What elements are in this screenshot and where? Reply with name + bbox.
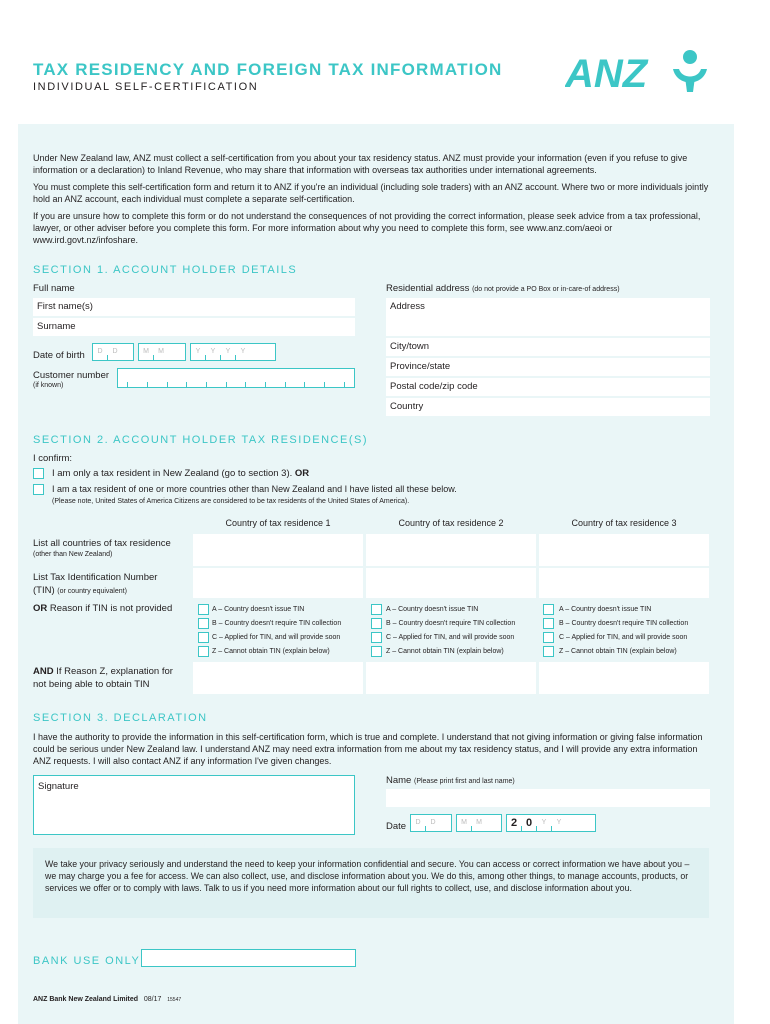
- intro-paragraph-3: If you are unsure how to complete this form or do not understand the consequences of not providing the correct information, please seek advice from a tax professional, lawyer, or other adviser before you complete this form. For more information about why you need to complete this form, see www.anz.com/aeoi or www.ird.govt.nz/infoshare.: [33, 211, 701, 245]
- reason-z-checkbox-2[interactable]: [371, 646, 382, 657]
- reason-a-checkbox-2[interactable]: [371, 604, 382, 615]
- residential-address-label: [386, 283, 620, 294]
- dob-digit: M: [143, 348, 149, 355]
- province-field[interactable]: [386, 358, 710, 376]
- name-field[interactable]: [386, 789, 710, 807]
- nz-only-checkbox[interactable]: [33, 468, 44, 479]
- explain-and: AND: [33, 666, 54, 677]
- date-digit: 2: [510, 817, 518, 829]
- tin-label: (TIN): [33, 585, 55, 596]
- country-1-field[interactable]: [193, 534, 363, 566]
- customer-number-label: Customer number: [33, 370, 110, 381]
- name-label: Name: [386, 775, 412, 786]
- bank-use-field[interactable]: [141, 949, 356, 967]
- first-name-label: First name(s): [37, 301, 93, 312]
- dob-digit: Y: [240, 348, 246, 355]
- col-head-2: Country of tax residence 2: [398, 518, 504, 528]
- full-name-label: Full name: [33, 283, 75, 294]
- reason-b-label-2: B – Country doesn't require TIN collection: [386, 620, 516, 627]
- date-label: Date: [386, 821, 407, 832]
- reason-z-label-1: Z – Cannot obtain TIN (explain below): [212, 648, 330, 655]
- nz-only-text: I am only a tax resident in New Zealand (go to section 3).: [52, 468, 293, 479]
- bank-use-label: BANK USE ONLY: [33, 955, 141, 967]
- city-label: City/town: [390, 341, 430, 352]
- postal-field[interactable]: [386, 378, 710, 396]
- reason-z-label-2: Z – Cannot obtain TIN (explain below): [386, 648, 504, 655]
- surname-label: Surname: [37, 321, 76, 332]
- footer-company: ANZ Bank New Zealand Limited: [33, 996, 139, 1003]
- dob-digit: Y: [210, 348, 216, 355]
- date-digit: M: [476, 819, 482, 826]
- explain-3-field[interactable]: [539, 662, 709, 694]
- reason-c-checkbox-2[interactable]: [371, 632, 382, 643]
- countries-row-note: (other than New Zealand): [33, 551, 113, 558]
- nz-only-label: [52, 468, 309, 479]
- privacy-notice: We take your privacy seriously and understand the need to keep your information confidential and secure. You can access or correct information we have about you – we may charge you a fee for access. We can also collect, use, and disclose information about you. We do this, among other things, to manage accounts, products, or services we offer or to comply with laws. Talk to us if you need more information about our full rights to collect, use, and disclose information about you.: [33, 848, 709, 918]
- reason-a-checkbox-3[interactable]: [543, 604, 554, 615]
- reason-z-label-3: Z – Cannot obtain TIN (explain below): [559, 648, 677, 655]
- residential-label: Residential address: [386, 283, 470, 294]
- form-subtitle: INDIVIDUAL SELF-CERTIFICATION: [33, 81, 259, 93]
- reason-c-checkbox-1[interactable]: [198, 632, 209, 643]
- section-1-heading: SECTION 1. ACCOUNT HOLDER DETAILS: [33, 264, 298, 276]
- country-label: Country: [390, 401, 424, 412]
- surname-field[interactable]: [33, 318, 355, 336]
- reason-c-label-3: C – Applied for TIN, and will provide soon: [559, 634, 688, 641]
- country-field[interactable]: [386, 398, 710, 416]
- reason-z-checkbox-3[interactable]: [543, 646, 554, 657]
- other-residency-label: I am a tax resident of one or more countries other than New Zealand and I have listed all these below.: [52, 484, 457, 494]
- reason-row-label: [33, 603, 172, 614]
- explain-1-field[interactable]: [193, 662, 363, 694]
- anz-logo-text: ANZ: [565, 52, 648, 96]
- dob-label: Date of birth: [33, 350, 85, 361]
- country-2-field[interactable]: [366, 534, 536, 566]
- city-field[interactable]: [386, 338, 710, 356]
- date-digit: D: [430, 819, 436, 826]
- date-digit: Y: [541, 819, 547, 826]
- dob-year-box[interactable]: [190, 343, 276, 361]
- date-digit: Y: [556, 819, 562, 826]
- residential-note: (do not provide a PO Box or in-care-of address): [472, 286, 620, 293]
- dob-digit: Y: [225, 348, 231, 355]
- reason-b-checkbox-3[interactable]: [543, 618, 554, 629]
- us-citizen-note: (Please note, United States of America Citizens are considered to be tax residents of the United States of America).: [52, 498, 410, 505]
- reason-b-label-1: B – Country doesn't require TIN collection: [212, 620, 342, 627]
- intro-paragraph-2: You must complete this self-certification form and return it to ANZ if you're an individual (including sole traders) with an ANZ account. Where two or more individuals jointly hold an ANZ account, each individual must complete a separate self-certification.: [33, 182, 709, 204]
- col-head-1: Country of tax residence 1: [225, 518, 331, 528]
- date-digit: M: [461, 819, 467, 826]
- anz-people-icon: [673, 50, 707, 92]
- explain-row-label-2: not being able to obtain TIN: [33, 679, 150, 690]
- tin-3-field[interactable]: [539, 568, 709, 598]
- reason-text: Reason if TIN is not provided: [49, 603, 173, 614]
- explain-text: If Reason Z, explanation for: [56, 666, 173, 677]
- first-name-field[interactable]: [33, 298, 355, 316]
- date-digit: D: [415, 819, 421, 826]
- reason-c-checkbox-3[interactable]: [543, 632, 554, 643]
- explain-row-label: [33, 666, 173, 677]
- confirm-label: I confirm:: [33, 453, 73, 464]
- footer-code: 15547: [167, 997, 182, 1003]
- dob-digit: D: [112, 348, 118, 355]
- date-year-box[interactable]: [506, 814, 596, 832]
- form-title: TAX RESIDENCY AND FOREIGN TAX INFORMATION: [33, 60, 503, 79]
- reason-z-checkbox-1[interactable]: [198, 646, 209, 657]
- reason-or: OR: [33, 603, 48, 614]
- tin-row-label-2: [33, 585, 127, 596]
- reason-a-label-1: A – Country doesn't issue TIN: [212, 606, 305, 613]
- col-head-3: Country of tax residence 3: [571, 518, 677, 528]
- date-day-box[interactable]: [410, 814, 452, 832]
- postal-label: Postal code/zip code: [390, 381, 478, 392]
- tin-2-field[interactable]: [366, 568, 536, 598]
- if-known-note: (if known): [33, 382, 64, 389]
- or-label: OR: [294, 468, 310, 479]
- customer-number-box[interactable]: [117, 368, 355, 388]
- tin-1-field[interactable]: [193, 568, 363, 598]
- country-3-field[interactable]: [539, 534, 709, 566]
- reason-b-checkbox-1[interactable]: [198, 618, 209, 629]
- footer: [33, 996, 181, 1003]
- reason-a-label-2: A – Country doesn't issue TIN: [386, 606, 479, 613]
- dob-digit: Y: [195, 348, 201, 355]
- address-label: Address: [390, 301, 425, 312]
- province-label: Province/state: [390, 361, 451, 372]
- tin-row-label: List Tax Identification Number: [33, 572, 158, 583]
- dob-day-box[interactable]: [92, 343, 134, 361]
- date-digit: 0: [525, 817, 533, 829]
- name-label-group: [386, 775, 515, 786]
- dob-digit: D: [97, 348, 103, 355]
- reason-a-checkbox-1[interactable]: [198, 604, 209, 615]
- dob-digit: M: [158, 348, 164, 355]
- anz-logo: [565, 47, 713, 97]
- intro-paragraph-1: Under New Zealand law, ANZ must collect a self-certification from you about your tax residency status. ANZ must provide your information (even if you refuse to give information or a declaration) to Inland Revenue, who may share that information with overseas tax authorities under international agreements.: [33, 153, 688, 175]
- reason-c-label-1: C – Applied for TIN, and will provide soon: [212, 634, 341, 641]
- section-3-heading: SECTION 3. DECLARATION: [33, 712, 208, 724]
- signature-box[interactable]: [33, 775, 355, 835]
- signature-label: Signature: [38, 781, 79, 792]
- reason-c-label-2: C – Applied for TIN, and will provide soon: [386, 634, 515, 641]
- reason-a-label-3: A – Country doesn't issue TIN: [559, 606, 652, 613]
- footer-date: 08/17: [143, 996, 162, 1003]
- tin-row-note: (or country equivalent): [57, 588, 127, 595]
- address-field[interactable]: [386, 298, 710, 336]
- section-2-heading: SECTION 2. ACCOUNT HOLDER TAX RESIDENCE(S): [33, 434, 368, 446]
- countries-row-label: List all countries of tax residence: [33, 538, 171, 549]
- name-note: (Please print first and last name): [413, 778, 515, 785]
- date-month-box[interactable]: [456, 814, 502, 832]
- explain-2-field[interactable]: [366, 662, 536, 694]
- dob-month-box[interactable]: [138, 343, 186, 361]
- other-residency-checkbox[interactable]: [33, 484, 44, 495]
- reason-b-label-3: B – Country doesn't require TIN collection: [559, 620, 689, 627]
- declaration-text: I have the authority to provide the information in this self-certification form, which is true and complete. I understand that not giving information or giving false information could be serious under New Zealand law. I understand ANZ may need extra information from me about my tax residency status, and I will provide any extra information ANZ requests. I will also contact ANZ if any information I've given changes.: [33, 732, 703, 766]
- reason-b-checkbox-2[interactable]: [371, 618, 382, 629]
